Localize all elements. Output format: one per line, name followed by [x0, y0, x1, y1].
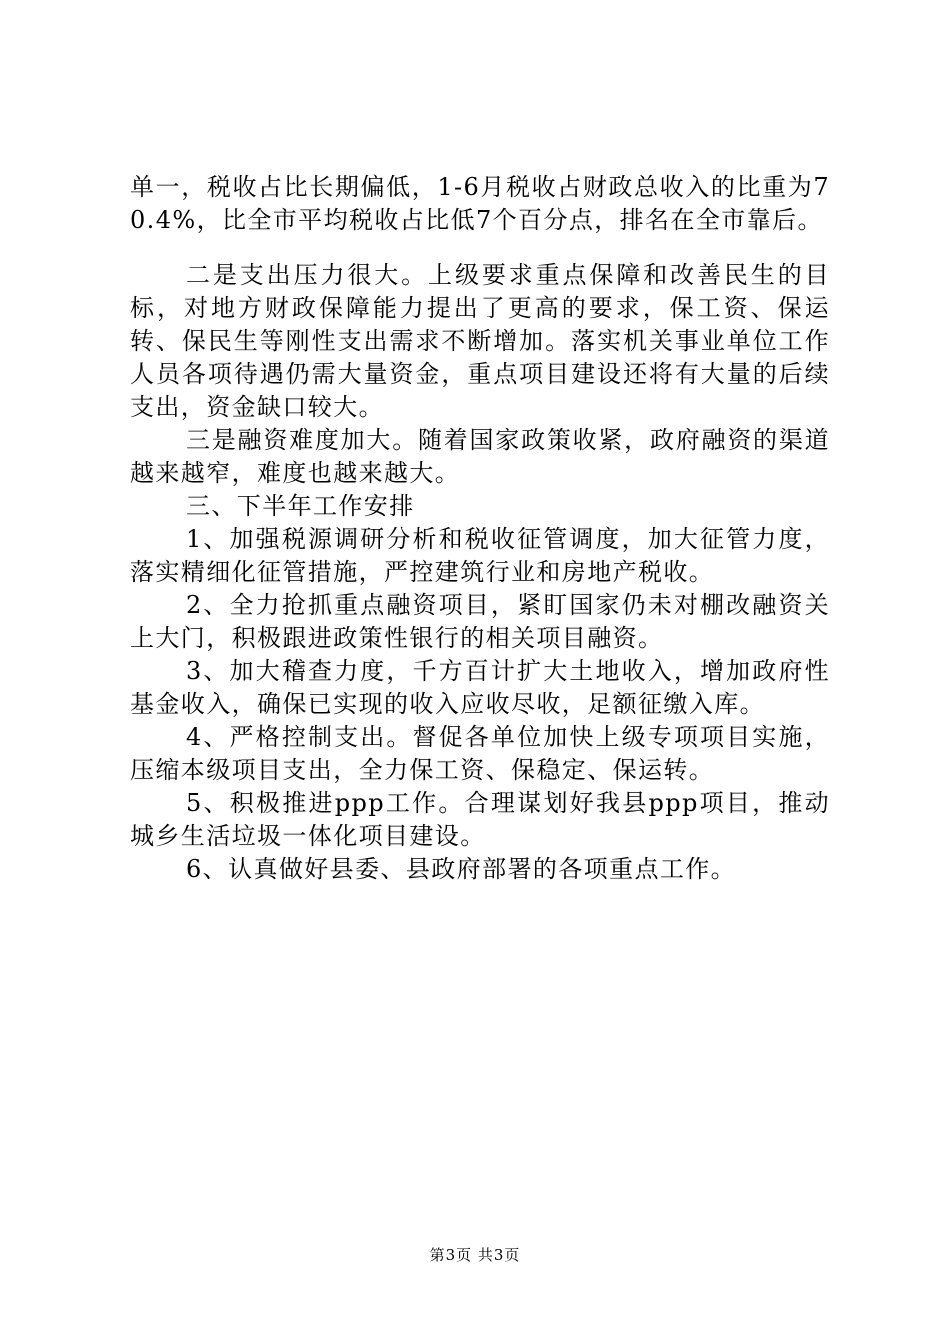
plan-item-1: 1、加强税源调研分析和税收征管调度，加大征管力度，落实精细化征管措施，严控建筑行业和房地产税收。 [130, 525, 830, 586]
plan-item-3: 3、加大稽查力度，千方百计扩大土地收入，增加政府性基金收入，确保已实现的收入应收尽收，足额征缴入库。 [130, 657, 830, 718]
paragraph-tax-revenue: 单一，税收占比长期偏低，1-6月税收占财政总收入的比重为70.4%，比全市平均税收占比低7个百分点，排名在全市靠后。 [130, 173, 830, 234]
plan-item-2: 2、全力抢抓重点融资项目，紧盯国家仍未对棚改融资关上大门，积极跟进政策性银行的相关项目融资。 [130, 591, 830, 652]
page-footer: 第3页 共3页 [429, 1246, 521, 1264]
paragraph-financing-difficulty: 三是融资难度加大。随着国家政策收紧，政府融资的渠道越来越窄，难度也越来越大。 [130, 426, 830, 487]
paragraph-expenditure-pressure: 二是支出压力很大。上级要求重点保障和改善民生的目标，对地方财政保障能力提出了更高的要求，保工资、保运转、保民生等刚性支出需求不断增加。落实机关事业单位工作人员各项待遇仍需大量资金，重点项目建设还将有大量的后续支出，资金缺口较大。 [130, 261, 830, 421]
plan-item-4: 4、严格控制支出。督促各单位加快上级专项项目实施，压缩本级项目支出，全力保工资、保稳定、保运转。 [130, 723, 830, 784]
section-heading-second-half-plan: 三、下半年工作安排 [186, 492, 415, 520]
document-body [130, 171, 830, 886]
plan-item-6: 6、认真做好县委、县政府部署的各项重点工作。 [186, 855, 737, 883]
plan-item-5: 5、积极推进ppp工作。合理谋划好我县ppp项目，推动城乡生活垃圾一体化项目建设。 [130, 789, 830, 850]
